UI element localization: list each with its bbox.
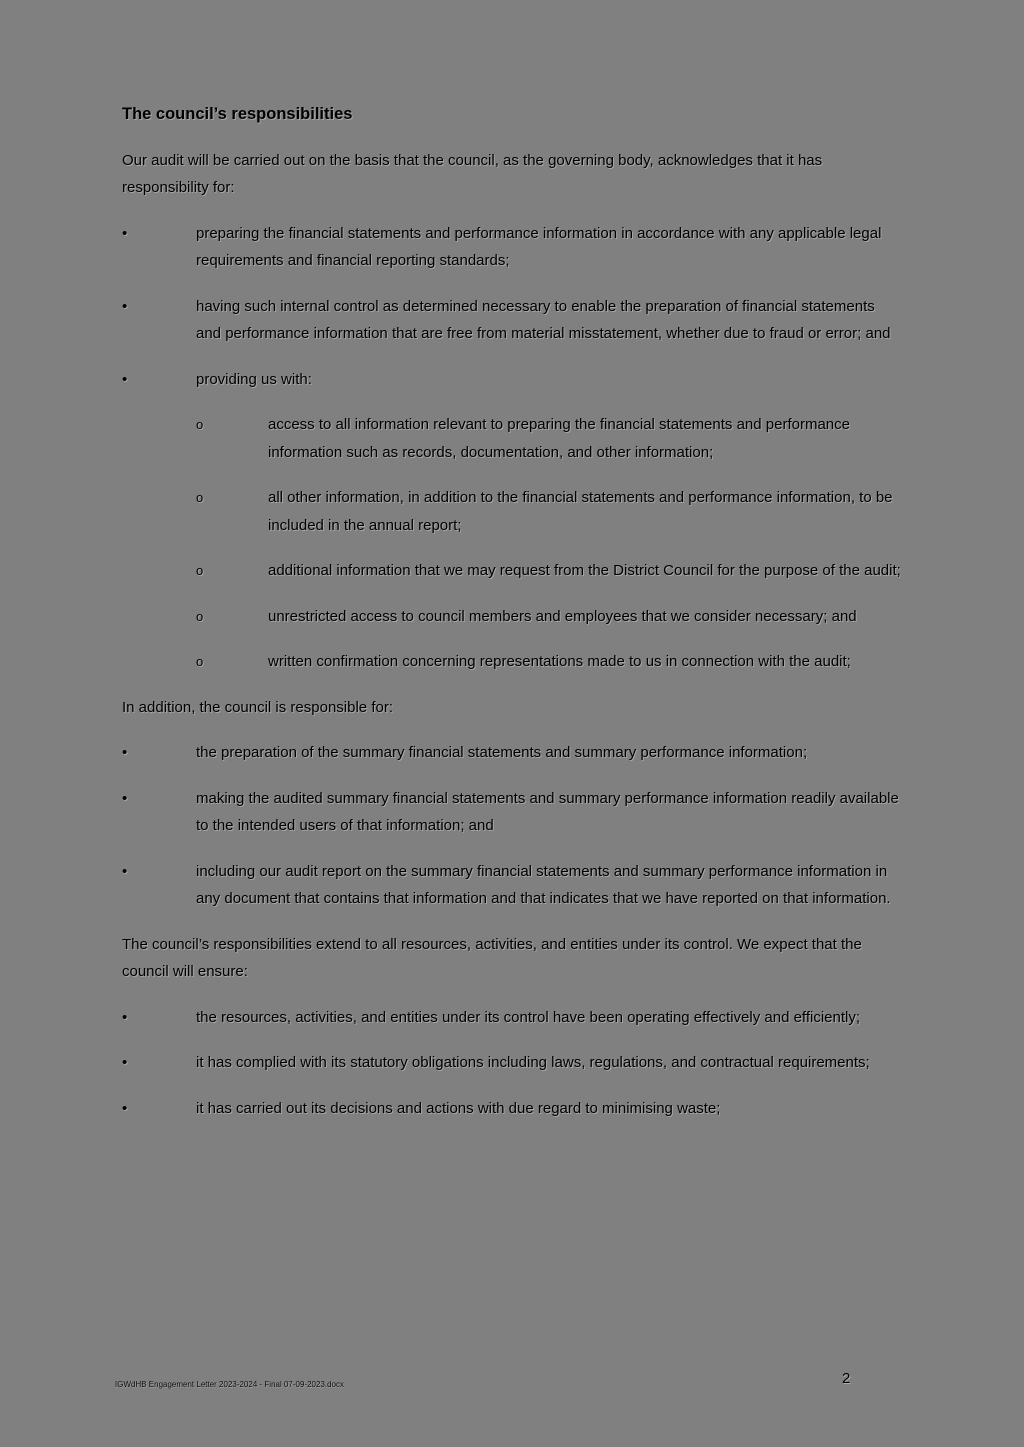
list-item [122, 739, 902, 767]
sub-list-item [196, 411, 902, 466]
document-body [122, 101, 902, 1140]
sub-list-item-text: additional information that we may request from the District Council for the purpose of the audit; [268, 562, 901, 579]
list-item-text: it has complied with its statutory obligations including laws, regulations, and contractual requirements; [196, 1054, 870, 1071]
bullet-icon: • [122, 1099, 128, 1117]
circle-bullet-icon: o [196, 563, 204, 578]
list-item [122, 293, 902, 348]
sub-list-item-text: unrestricted access to council members and employees that we consider necessary; and [268, 607, 857, 625]
list-item [122, 1004, 902, 1032]
sub-list-item-text: all other information, in addition to the financial statements and performance information, to be included in the annual report; [268, 489, 893, 534]
sub-list-item [196, 603, 902, 631]
list-item [122, 785, 902, 840]
bullet-icon: • [122, 224, 128, 242]
list-item-text: having such internal control as determined necessary to enable the preparation of financial statements and performance information that are free from material misstatement, whether due to fraud or error; and [196, 297, 891, 342]
circle-bullet-icon: o [196, 490, 204, 505]
bullet-icon: • [122, 1008, 128, 1026]
extend-paragraph: The council’s responsibilities extend to all resources, activities, and entities under its control. We expect that the council will ensure: [122, 935, 862, 980]
circle-bullet-icon: o [196, 417, 204, 432]
footer-filename: IGWdHB Engagement Letter 2023-2024 - Final 07-09-2023.docx [115, 1380, 345, 1389]
sub-list-item [196, 648, 902, 676]
sub-list-item [196, 557, 902, 585]
page-title: The council’s responsibilities [122, 105, 353, 123]
list-item-text: providing us with: [196, 370, 312, 388]
bullet-icon: • [122, 370, 128, 388]
bullet-icon: • [122, 789, 128, 807]
list-item [122, 858, 902, 913]
bullet-icon: • [122, 862, 128, 880]
list-item-text: it has carried out its decisions and actions with due regard to minimising waste; [196, 1099, 721, 1117]
sub-list-item-text: access to all information relevant to preparing the financial statements and performance information such as records, documentation, and other information; [268, 416, 850, 461]
in-addition-paragraph: In addition, the council is responsible for: [122, 698, 393, 716]
list-item-text: preparing the financial statements and performance information in accordance with any applicable legal requirements and financial reporting standards; [196, 224, 882, 269]
bullet-icon: • [122, 297, 128, 315]
list-item [122, 1095, 902, 1123]
list-item-text: the preparation of the summary financial statements and summary performance information; [196, 744, 808, 761]
list-item [122, 1049, 902, 1077]
bullet-icon: • [122, 1054, 128, 1071]
bullet-icon: • [122, 744, 128, 761]
list-item-text: making the audited summary financial statements and summary performance information readily available to the intended users of that information; and [196, 789, 899, 834]
circle-bullet-icon: o [196, 608, 204, 624]
sub-list-item-text: written confirmation concerning representations made to us in connection with the audit; [268, 653, 851, 670]
intro-paragraph: Our audit will be carried out on the basis that the council, as the governing body, acknowledges that it has responsibility for: [122, 151, 823, 196]
list-item-text: including our audit report on the summary financial statements and summary performance information in any document that contains that information and that indicates that we have reported on that information. [196, 862, 891, 907]
list-item [122, 220, 902, 275]
list-item-text: the resources, activities, and entities under its control have been operating effectively and efficiently; [196, 1008, 860, 1026]
list-item [122, 366, 902, 394]
circle-bullet-icon: o [196, 654, 204, 669]
sub-list-item [196, 484, 902, 539]
footer-page-number: 2 [842, 1370, 851, 1387]
